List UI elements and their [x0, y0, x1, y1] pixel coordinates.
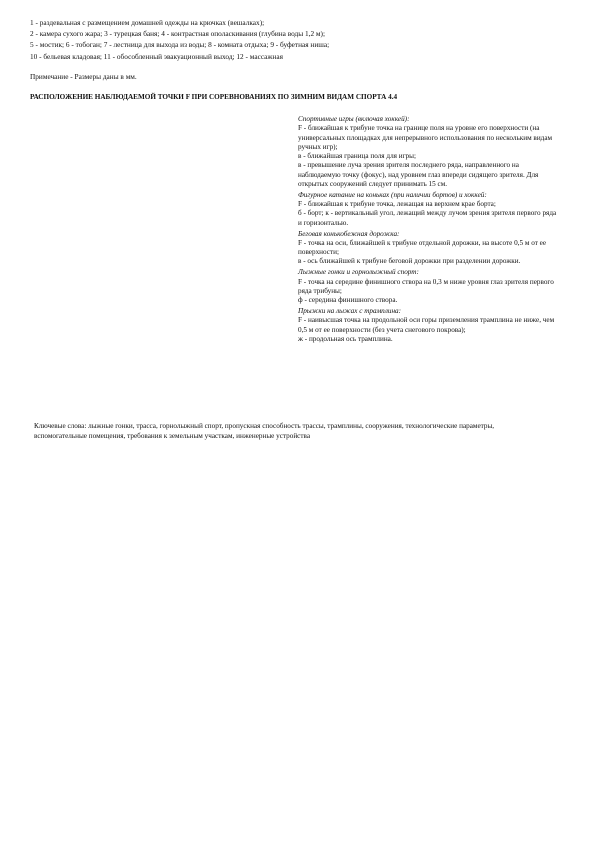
- description-line: F - точка на оси, ближайшей к трибуне отдельной дорожки, на высоте 0,5 м от ее поверхности;: [298, 238, 547, 257]
- description-line: ж - продольная ось трамплина.: [298, 334, 393, 343]
- description-line: F - ближайшая к трибуне точка на границе поля на уровне его поверхности (на универсальных площадках для непрерывного использования по нескольким видам ручных игр);: [298, 124, 553, 151]
- description-line: ф - середина финишного створа.: [298, 296, 398, 305]
- section-title-ski-jumping: Прыжки на лыжах с трамплина:: [298, 306, 402, 315]
- legend-line: 2 - камера сухого жара; 3 - турецкая баня; 4 - контрастная ополаскивания (глубина воды 1,2 м);: [30, 29, 326, 39]
- section-title-figure-skating: Фигурное катание на коньках (при наличии бортов) и хоккей:: [298, 190, 487, 199]
- legend-line: 1 - раздевальная с размещением домашней одежды на крючках (вешалках);: [30, 18, 265, 27]
- legend-line: 10 - бельевая кладовая; 11 - обособленный эвакуационный выход; 12 - массажная: [30, 51, 283, 61]
- dimensions-note: Примечание - Размеры даны в мм.: [30, 72, 137, 81]
- description-line: F - ближайшая к трибуне точка, лежащая на верхнем крае борта;: [298, 200, 496, 209]
- section-heading: РАСПОЛОЖЕНИЕ НАБЛЮДАЕМОЙ ТОЧКИ F ПРИ СОРЕВНОВАНИЯХ ПО ЗИМНИМ ВИДАМ СПОРТА 4.4: [30, 93, 398, 101]
- section-title-skiing: Лыжные гонки и горнолыжный спорт:: [298, 268, 419, 277]
- figure-legend: [30, 17, 570, 62]
- description-line: б - борт; к - вертикальный угол, лежащий между лучом зрения зрителя первого ряда и горизонталью.: [298, 209, 557, 227]
- description-line: в - ближайшая граница поля для игры;: [298, 152, 416, 161]
- keywords: Ключевые слова: лыжные гонки, трасса, горнолыжный спорт, пропускная способность трассы, трамплины, сооружения, технологические параметры, вспомогательные помещения, требования к земельным участкам, инженерные устройства: [34, 422, 495, 441]
- legend-line: 5 - мостик; 6 - тобоган; 7 - лестница для выхода из воды; 8 - комната отдыха; 9 - буфетная ниша;: [30, 40, 330, 50]
- section-title-sport-games: Спортивные игры (включая хоккей):: [298, 115, 410, 123]
- description-line: F - наивысшая точка на продольной оси горы приземления трамплина не ниже, чем 0,5 м от ее поверхности (без учета снегового покрова);: [298, 316, 555, 334]
- description-line: F - точка на середине финишного створа на 0,3 м ниже уровня глаз зрителя первого ряда трибуны;: [298, 277, 554, 295]
- description-line: в - превышение луча зрения зрителя последнего ряда, направленного на наблюдаемую точку (фокус), над уровнем глаз впереди сидящего зрителя. Для открытых сооружений следует принимать 15 см.: [298, 161, 539, 189]
- sports-description: [298, 115, 558, 344]
- section-title-speed-skating: Беговая конькобежная дорожка:: [298, 229, 400, 238]
- description-line: в - ось ближайшей к трибуне беговой дорожки при разделении дорожки.: [298, 257, 521, 266]
